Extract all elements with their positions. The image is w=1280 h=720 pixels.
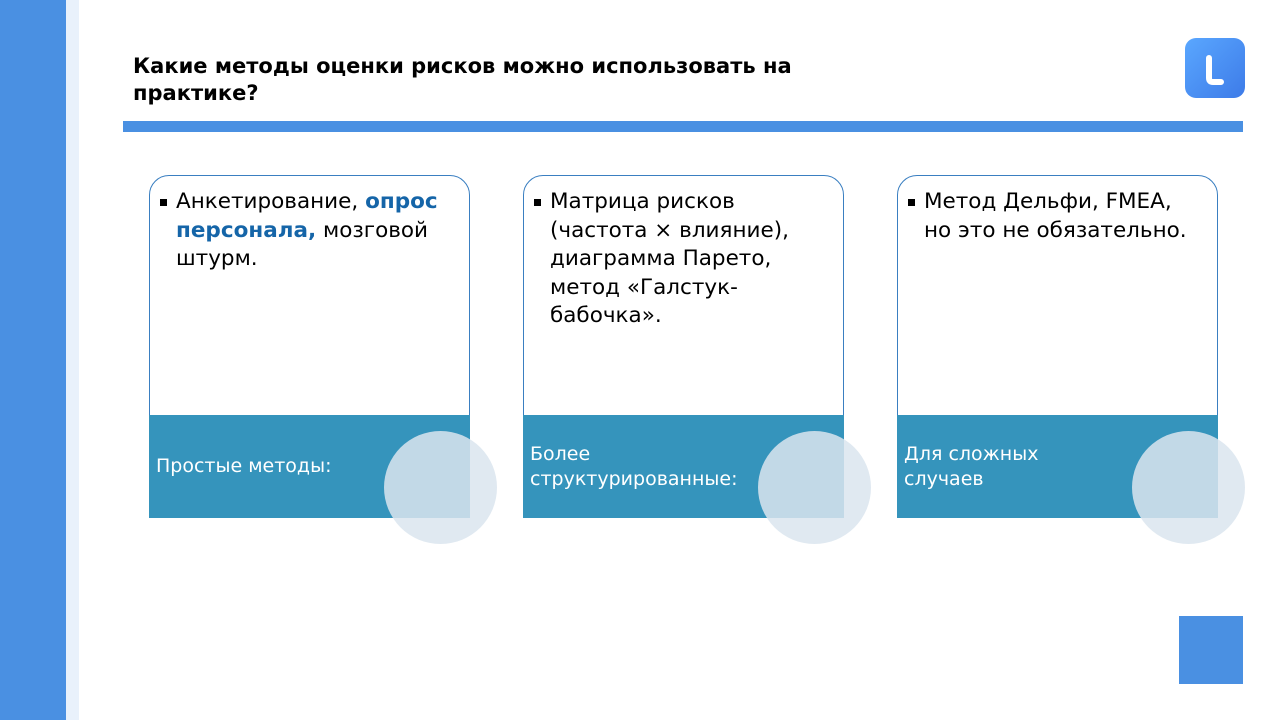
card-text-part: Анкетирование, — [176, 189, 366, 214]
card-footer-label: Более структурированные: — [530, 442, 738, 490]
logo-icon — [1185, 38, 1245, 98]
card-footer-label: Простые методы: — [156, 455, 332, 477]
left-accent-bar-light — [66, 0, 79, 720]
title-underline-bar — [123, 121, 1243, 132]
card-text-part: мозговой штурм. — [176, 217, 429, 271]
method-card-simple — [149, 175, 470, 518]
method-card-structured — [523, 175, 844, 518]
stylized-letter-l-icon — [1185, 38, 1245, 98]
decorative-square — [1179, 616, 1243, 684]
card-bullet-text — [160, 188, 457, 274]
card-bullet-text: Метод Дельфи, FMEA, но это не обязательно. — [908, 188, 1205, 245]
card-text-highlight: опрос персонала, — [176, 189, 438, 243]
left-accent-bar — [0, 0, 66, 720]
decorative-circle — [384, 431, 497, 544]
method-card-complex — [897, 175, 1218, 518]
decorative-circle — [1132, 431, 1245, 544]
card-bullet-text: Матрица рисков (частота × влияние), диаграмма Парето, метод «Галстук-бабочка». — [534, 188, 831, 331]
slide-title: Какие методы оценки рисков можно использовать на практике? — [133, 54, 792, 105]
card-footer-label: Для сложных случаев — [904, 442, 1039, 490]
decorative-circle — [758, 431, 871, 544]
